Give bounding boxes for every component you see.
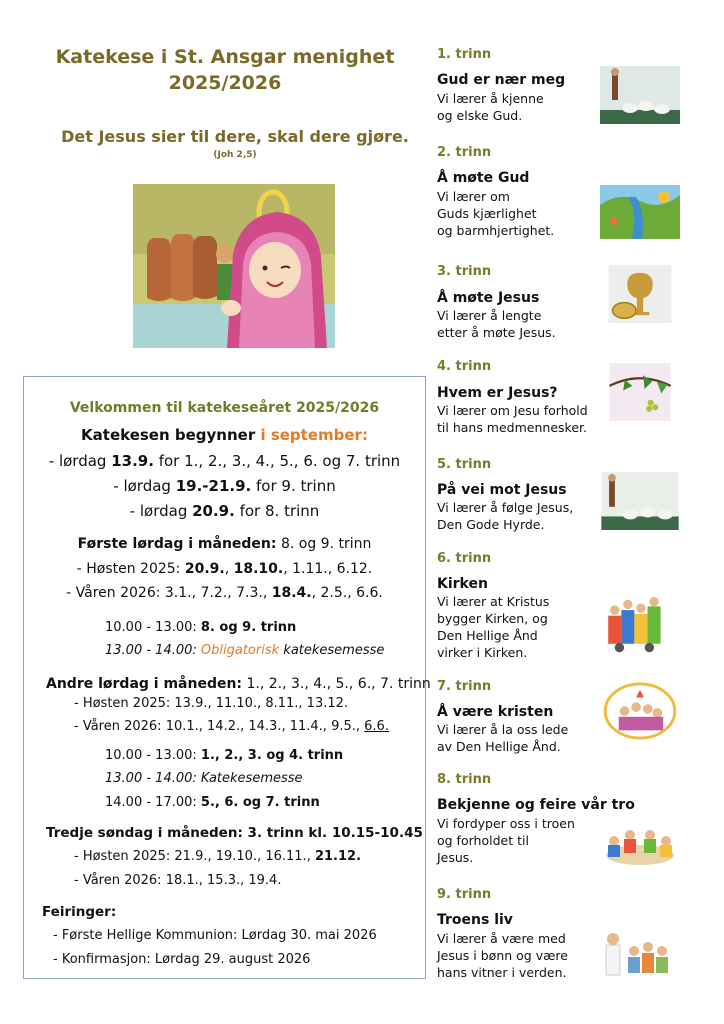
slot-time: 13.00 - 14.00: <box>105 643 201 658</box>
first-saturday-grades: 8. og 9. trinn <box>276 536 372 552</box>
grade-title: Troens liv <box>437 912 513 928</box>
grade-label: 7. trinn <box>437 679 492 694</box>
grade-description <box>437 188 554 239</box>
grade-desc-line: bygger Kirken, og <box>437 611 548 626</box>
spring-date-bold: 18.4. <box>271 585 312 601</box>
slot-text: 5., 6. og 7. trinn <box>200 795 320 810</box>
autumn-post: , 1.11., 6.12. <box>283 561 373 577</box>
grade-desc-line: til hans medmennesker. <box>437 420 587 435</box>
page-title-line1: Katekese i St. Ansgar menighet <box>55 46 395 68</box>
first-saturday-heading <box>23 536 426 552</box>
start-line-3 <box>23 502 426 520</box>
slot-text: katekesemesse <box>279 643 385 658</box>
spring-date-underlined: 6.6. <box>364 719 389 734</box>
first-saturday-slot-1 <box>105 620 296 635</box>
grade-description <box>437 90 544 124</box>
grade-description <box>437 815 575 866</box>
grade-label: 9. trinn <box>437 887 492 902</box>
grade-label: 8. trinn <box>437 772 492 787</box>
grade-label: 4. trinn <box>437 359 492 374</box>
third-sunday-heading: Tredje søndag i måneden: 3. trinn kl. 10.15-10.45 <box>46 825 423 841</box>
grade-desc-line: og elske Gud. <box>437 108 523 123</box>
grade-desc-line: og barmhjertighet. <box>437 223 555 238</box>
shepherd-with-sheep-image <box>600 66 680 124</box>
grade-description <box>437 402 588 436</box>
grade-desc-line: virker i Kirken. <box>437 645 528 660</box>
good-shepherd-image <box>600 472 680 530</box>
second-saturday-label: Andre lørdag i måneden: <box>46 676 243 692</box>
grade-desc-line: Vi lærer at Kristus <box>437 594 550 609</box>
start-line-post: for 1., 2., 3., 4., 5., 6. og 7. trinn <box>153 452 401 470</box>
first-saturday-autumn <box>23 561 426 577</box>
start-line-pre: - lørdag <box>113 477 176 495</box>
vine-with-grapes-image <box>600 363 680 421</box>
grade-label: 6. trinn <box>437 551 492 566</box>
creation-landscape-image <box>600 183 680 241</box>
second-saturday-slot-1 <box>105 748 343 763</box>
grade-desc-line: Vi fordyper oss i troen <box>437 816 575 831</box>
grade-desc-line: Jesus. <box>437 850 474 865</box>
grade-desc-line: Vi lærer å lengte <box>437 308 542 323</box>
start-line-1 <box>23 452 426 470</box>
page-title-line2: 2025/2026 <box>168 72 282 94</box>
pentecost-crowd-image <box>600 682 680 740</box>
mary-cana-illustration <box>133 184 335 348</box>
grade-description <box>437 930 568 981</box>
first-saturday-spring <box>23 585 426 601</box>
autumn-pre: - Høsten 2025: <box>76 561 185 577</box>
grade-description <box>437 721 568 755</box>
grade-desc-line: Jesus i bønn og være <box>437 948 568 963</box>
first-saturday-slot-2 <box>105 643 384 658</box>
celebrations-heading: Feiringer: <box>42 904 117 920</box>
second-saturday-grades: 1., 2., 3., 4., 5., 6., 7. trinn <box>242 676 431 692</box>
slot-time: 10.00 - 13.00: <box>105 748 201 763</box>
grade-desc-line: Vi lærer å følge Jesus, <box>437 500 574 515</box>
second-saturday-heading <box>46 676 431 692</box>
third-sunday-autumn <box>74 849 361 864</box>
grade-desc-line: Den Hellige Ånd <box>437 628 538 643</box>
autumn-separator: , <box>224 561 234 577</box>
grade-description <box>437 593 549 661</box>
start-line-post: for 8. trinn <box>234 502 320 520</box>
first-saturday-label: Første lørdag i måneden: <box>77 536 277 552</box>
start-line-date: 19.-21.9. <box>175 477 252 495</box>
grade-description <box>437 499 573 533</box>
grade-desc-line: Vi lærer å la oss lede <box>437 722 569 737</box>
second-saturday-spring <box>74 719 389 734</box>
grade-title: Kirken <box>437 576 488 592</box>
grade-title: Å være kristen <box>437 704 554 720</box>
grade-desc-line: etter å møte Jesus. <box>437 325 556 340</box>
grade-desc-line: Vi lærer om <box>437 189 510 204</box>
grade-title: Bekjenne og feire vår tro <box>437 797 635 813</box>
spring-pre: - Våren 2026: 3.1., 7.2., 7.3., <box>66 585 272 601</box>
third-sunday-spring: - Våren 2026: 18.1., 15.3., 19.4. <box>74 873 282 888</box>
start-heading <box>23 426 426 444</box>
start-line-date: 13.9. <box>111 452 154 470</box>
start-line-pre: - lørdag <box>48 452 112 470</box>
welcome-heading: Velkommen til katekeseåret 2025/2026 <box>69 400 380 416</box>
motto-reference: (Joh 2,5) <box>213 150 257 160</box>
start-prefix: Katekesen begynner <box>81 426 261 444</box>
slot-time: 14.00 - 17.00: <box>105 795 201 810</box>
slot-time: 10.00 - 13.00: <box>105 620 201 635</box>
autumn-date-bold-2: 18.10. <box>233 561 284 577</box>
start-line-post: for 9. trinn <box>251 477 336 495</box>
grade-desc-line: Guds kjærlighet <box>437 206 537 221</box>
grade-desc-line: Den Gode Hyrde. <box>437 517 545 532</box>
autumn-date-bold: 21.12. <box>314 849 362 864</box>
jesus-with-people-image <box>600 925 680 983</box>
grade-label: 1. trinn <box>437 47 492 62</box>
grade-title: Hvem er Jesus? <box>437 385 558 401</box>
grade-label: 2. trinn <box>437 145 492 160</box>
grade-description <box>437 307 556 341</box>
autumn-pre: - Høsten 2025: 21.9., 19.10., 16.11., <box>74 849 315 864</box>
grade-title: Gud er nær meg <box>437 72 566 88</box>
autumn-date-bold-1: 20.9. <box>184 561 225 577</box>
celebration-item: - Første Hellige Kommunion: Lørdag 30. mai 2026 <box>53 928 377 943</box>
page-title <box>40 44 410 96</box>
spring-pre: - Våren 2026: 10.1., 14.2., 14.3., 11.4., 9.5., <box>74 719 365 734</box>
slot-text: 8. og 9. trinn <box>200 620 297 635</box>
second-saturday-slot-2: 13.00 - 14.00: Katekesemesse <box>105 771 303 786</box>
grade-title: Å møte Gud <box>437 170 530 186</box>
start-line-pre: - lørdag <box>129 502 193 520</box>
grade-desc-line: Vi lærer å kjenne <box>437 91 544 106</box>
second-saturday-slot-3 <box>105 795 320 810</box>
grade-label: 3. trinn <box>437 264 492 279</box>
start-line-date: 20.9. <box>192 502 235 520</box>
gathered-group-image <box>600 815 680 873</box>
grade-desc-line: og forholdet til <box>437 833 529 848</box>
start-line-2 <box>23 477 426 495</box>
grade-label: 5. trinn <box>437 457 492 472</box>
obligatory-label: Obligatorisk <box>200 643 280 658</box>
celebration-item: - Konfirmasjon: Lørdag 29. august 2026 <box>53 952 311 967</box>
grade-desc-line: av Den Hellige Ånd. <box>437 739 561 754</box>
slot-text: 1., 2., 3. og 4. trinn <box>200 748 344 763</box>
motto: Det Jesus sier til dere, skal dere gjøre. <box>61 127 409 146</box>
grade-desc-line: Vi lærer om Jesu forhold <box>437 403 588 418</box>
grade-title: På vei mot Jesus <box>437 482 567 498</box>
grade-title: Å møte Jesus <box>437 290 540 306</box>
grade-desc-line: hans vitner i verden. <box>437 965 567 980</box>
start-month: i september: <box>260 426 368 444</box>
spring-post: , 2.5., 6.6. <box>311 585 383 601</box>
church-people-image <box>600 597 680 655</box>
chalice-and-paten-image <box>600 265 680 323</box>
second-saturday-autumn: - Høsten 2025: 13.9., 11.10., 8.11., 13.12. <box>74 696 349 711</box>
grade-desc-line: Vi lærer å være med <box>437 931 566 946</box>
